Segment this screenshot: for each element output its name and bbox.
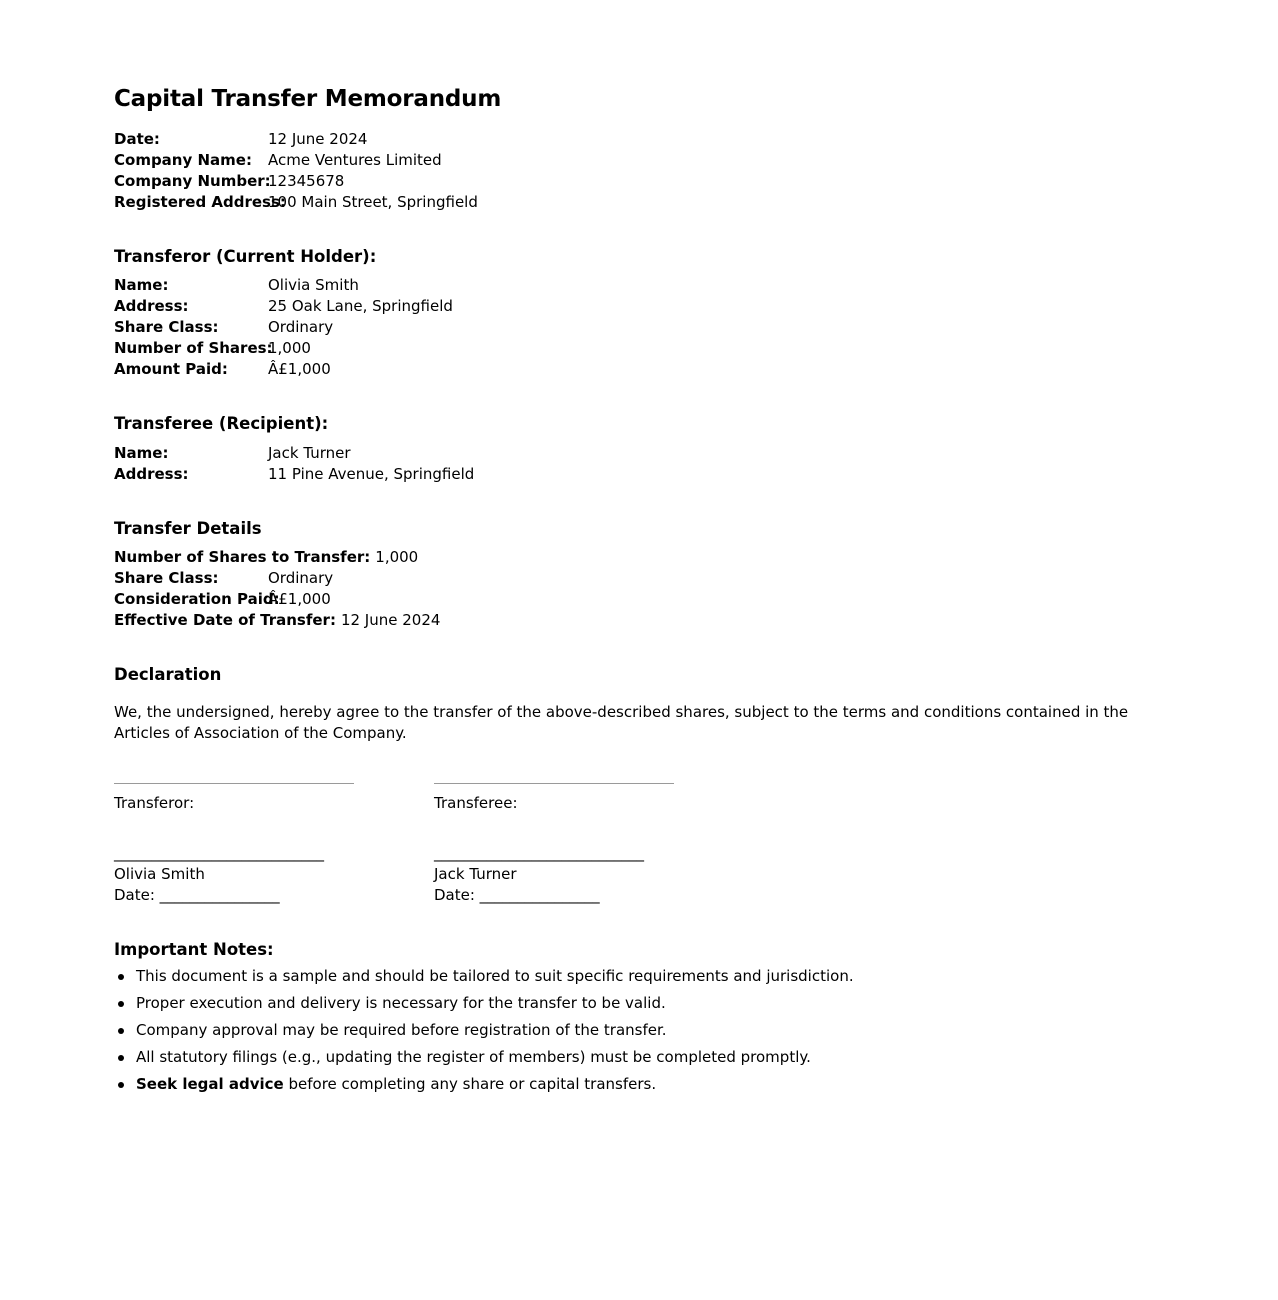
important-notes [114, 939, 1144, 1095]
field-value: 12 June 2024 [340, 611, 441, 630]
signatory-name: Jack Turner [434, 864, 517, 883]
signature-rule [434, 783, 674, 784]
signature-date-field: Date: ________________ [114, 885, 280, 904]
bullet-icon [118, 1082, 124, 1088]
signatory-name: Olivia Smith [114, 864, 205, 883]
field-label: Number of Shares: [114, 339, 273, 358]
field-value: 25 Oak Lane, Springfield [268, 297, 453, 316]
list-item [136, 966, 1144, 987]
transferor-row-number-of-shares [114, 338, 1144, 359]
note-text: before completing any share or capital transfers. [283, 1075, 657, 1094]
bullet-icon [118, 1055, 124, 1061]
field-label: Address: [114, 297, 189, 316]
field-value: 11 Pine Avenue, Springfield [268, 464, 475, 483]
note-emphasis: Seek legal advice [136, 1075, 284, 1094]
field-value: 1,000 [375, 548, 419, 567]
signature-role: Transferor: [114, 793, 195, 812]
declaration-heading: Declaration [114, 665, 222, 685]
bullet-icon [118, 1028, 124, 1034]
bullet-icon [118, 1001, 124, 1007]
note-text: All statutory filings (e.g., updating the register of members) must be completed promptly. [136, 1048, 811, 1067]
field-label: Name: [114, 443, 169, 462]
detail-row-share-class [114, 568, 1144, 589]
transferee-row-address [114, 464, 1144, 485]
note-text: This document is a sample and should be tailored to suit specific requirements and jurisdiction. [136, 967, 854, 986]
info-row-date [114, 129, 1144, 150]
info-label: Company Number: [114, 171, 271, 190]
field-value: Olivia Smith [268, 276, 359, 295]
bullet-icon [118, 974, 124, 980]
field-value: Â£1,000 [268, 590, 331, 609]
field-label: Number of Shares to Transfer: [114, 548, 371, 567]
info-label: Registered Address: [114, 192, 286, 211]
notes-list [114, 966, 1144, 1095]
signature-line: ____________________________ [434, 843, 644, 862]
info-value: 12 June 2024 [268, 129, 368, 148]
transferor-info [114, 275, 1144, 380]
field-value: Ordinary [268, 318, 334, 337]
list-item [136, 1074, 1144, 1095]
info-value: Acme Ventures Limited [268, 150, 442, 169]
field-label: Name: [114, 276, 169, 295]
transferee-heading: Transferee (Recipient): [114, 414, 329, 434]
transferor-row-share-class [114, 317, 1144, 338]
note-text: Proper execution and delivery is necessary for the transfer to be valid. [136, 994, 666, 1013]
field-value: 1,000 [268, 339, 311, 358]
signature-role: Transferee: [434, 793, 518, 812]
signature-date-field: Date: ________________ [434, 885, 600, 904]
field-label: Share Class: [114, 569, 219, 588]
info-label: Company Name: [114, 150, 252, 169]
field-label: Consideration Paid: [114, 590, 280, 609]
transferor-row-amount-paid [114, 359, 1144, 380]
signature-transferor [114, 783, 434, 906]
detail-row-consideration-paid [114, 589, 1144, 610]
notes-heading: Important Notes: [114, 939, 274, 959]
signature-transferee [434, 783, 754, 906]
info-row-registered-address [114, 192, 1144, 213]
document-title: Capital Transfer Memorandum [114, 86, 502, 112]
note-text: Company approval may be required before registration of the transfer. [136, 1021, 667, 1040]
list-item [136, 1047, 1144, 1068]
field-value: Jack Turner [268, 443, 351, 462]
company-info [114, 129, 1144, 213]
detail-row-shares-to-transfer [114, 547, 1144, 568]
detail-row-effective-date [114, 610, 1144, 631]
list-item [136, 993, 1144, 1014]
field-label: Address: [114, 464, 189, 483]
info-value: 12345678 [268, 171, 345, 190]
declaration-text: We, the undersigned, hereby agree to the transfer of the above-described shares, subject to the terms and conditions contained in the Articles of Association of the Company. [114, 702, 1129, 742]
field-value: Ordinary [268, 569, 334, 588]
transferor-row-name [114, 275, 1144, 296]
info-label: Date: [114, 129, 160, 148]
info-row-company-number [114, 171, 1144, 192]
signature-block [114, 783, 1144, 906]
info-row-company-name [114, 150, 1144, 171]
field-label: Amount Paid: [114, 360, 228, 379]
signature-line: ____________________________ [114, 843, 324, 862]
transferee-row-name [114, 443, 1144, 464]
transferor-row-address [114, 296, 1144, 317]
field-label: Effective Date of Transfer: [114, 611, 336, 630]
field-label: Share Class: [114, 318, 219, 337]
field-value: Â£1,000 [268, 360, 331, 379]
signature-rule [114, 783, 354, 784]
transferee-info [114, 443, 1144, 485]
transfer-details-heading: Transfer Details [114, 518, 262, 538]
transfer-details [114, 547, 1144, 631]
info-value: 100 Main Street, Springfield [268, 192, 478, 211]
transferor-heading: Transferor (Current Holder): [114, 246, 377, 266]
list-item [136, 1020, 1144, 1041]
